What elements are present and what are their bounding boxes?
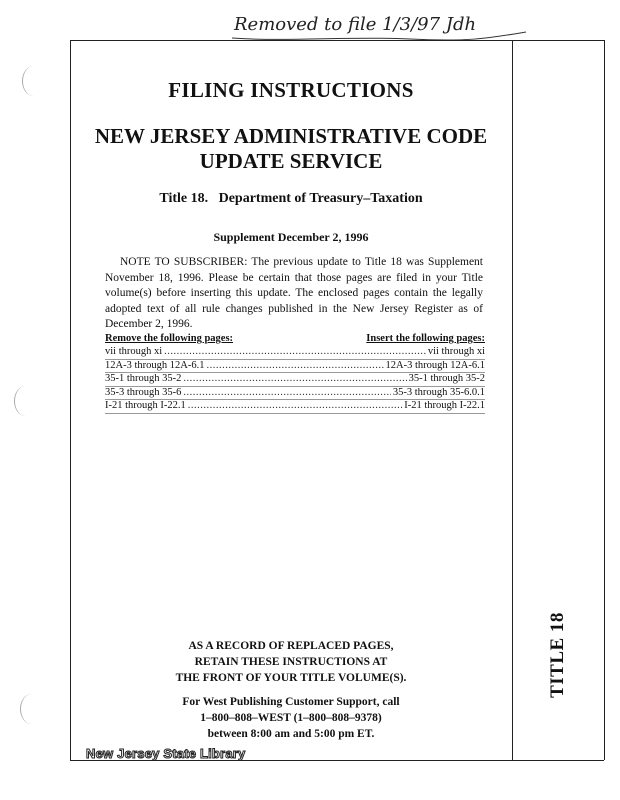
page-title: FILING INSTRUCTIONS bbox=[168, 78, 414, 102]
handwritten-underline-icon bbox=[230, 8, 530, 44]
customer-support-note bbox=[70, 694, 512, 742]
table-row bbox=[105, 400, 485, 414]
insert-pages-cell: I-21 through I-22.1 bbox=[404, 400, 485, 412]
insert-pages-cell: 12A-3 through 12A-6.1 bbox=[385, 359, 485, 371]
spine-label bbox=[512, 600, 604, 710]
library-stamp: New Jersey State Library bbox=[86, 746, 246, 761]
remove-pages-cell: vii through xi bbox=[105, 346, 163, 357]
document-heading-line1: NEW JERSEY ADMINISTRATIVE CODE bbox=[94, 124, 488, 148]
spine-label-text: TITLE 18 bbox=[547, 612, 568, 698]
dot-leader bbox=[183, 387, 390, 400]
table-row bbox=[105, 387, 485, 401]
punch-hole-top bbox=[22, 66, 45, 96]
dot-leader bbox=[164, 346, 426, 359]
punch-hole-bottom bbox=[20, 694, 43, 724]
support-note-line1: For West Publishing Customer Support, call bbox=[182, 696, 400, 708]
insert-pages-header: Insert the following pages: bbox=[366, 333, 485, 344]
table-row bbox=[105, 373, 485, 387]
handwritten-note-text: Removed to file 1/3/97 Jdh bbox=[234, 14, 477, 35]
dot-leader bbox=[183, 373, 406, 386]
subscriber-note: NOTE TO SUBSCRIBER: The previous update to Title 18 was Supplement November 18, 1996. Please be certain that those pages are filed in your Title volume(s) before inserting this update. The enclosed pages contain the legally adopted text of all rule changes published in the New Jersey Register as of December 2, 1996. bbox=[105, 256, 483, 330]
remove-pages-header: Remove the following pages: bbox=[105, 333, 234, 344]
table-row bbox=[105, 346, 485, 360]
record-note-line1: AS A RECORD OF REPLACED PAGES, bbox=[188, 640, 394, 652]
remove-pages-cell: I-21 through I-22.1 bbox=[105, 400, 186, 412]
title-department-line: Title 18. Department of Treasury–Taxation bbox=[159, 191, 423, 206]
insert-pages-cell: 35-1 through 35-2 bbox=[408, 373, 485, 385]
remove-pages-cell: 35-3 through 35-6 bbox=[105, 386, 182, 398]
insert-pages-cell: 35-3 through 35-6.0.1 bbox=[392, 386, 485, 398]
frame-right-border bbox=[604, 40, 605, 760]
insert-pages-cell: vii through xi bbox=[427, 346, 485, 357]
table-row bbox=[105, 360, 485, 374]
support-phone-number: 1–800–808–WEST (1–800–808–9378) bbox=[200, 712, 382, 724]
dot-leader bbox=[206, 360, 383, 373]
supplement-date: Supplement December 2, 1996 bbox=[213, 230, 369, 244]
document-heading bbox=[70, 124, 512, 174]
record-note-line2: RETAIN THESE INSTRUCTIONS AT bbox=[194, 656, 388, 668]
document-heading-line2: UPDATE SERVICE bbox=[199, 149, 383, 173]
punch-hole-middle bbox=[14, 386, 37, 416]
handwritten-annotation bbox=[230, 8, 530, 44]
record-note-line3: THE FRONT OF YOUR TITLE VOLUME(S). bbox=[175, 672, 407, 684]
record-retention-note bbox=[70, 638, 512, 686]
remove-pages-cell: 12A-3 through 12A-6.1 bbox=[105, 359, 205, 371]
pages-table bbox=[105, 333, 485, 414]
dot-leader bbox=[188, 400, 402, 413]
remove-pages-cell: 35-1 through 35-2 bbox=[105, 373, 182, 385]
frame-top-border bbox=[70, 40, 604, 41]
support-hours: between 8:00 am and 5:00 pm ET. bbox=[207, 728, 375, 740]
pages-table-header bbox=[105, 333, 485, 344]
